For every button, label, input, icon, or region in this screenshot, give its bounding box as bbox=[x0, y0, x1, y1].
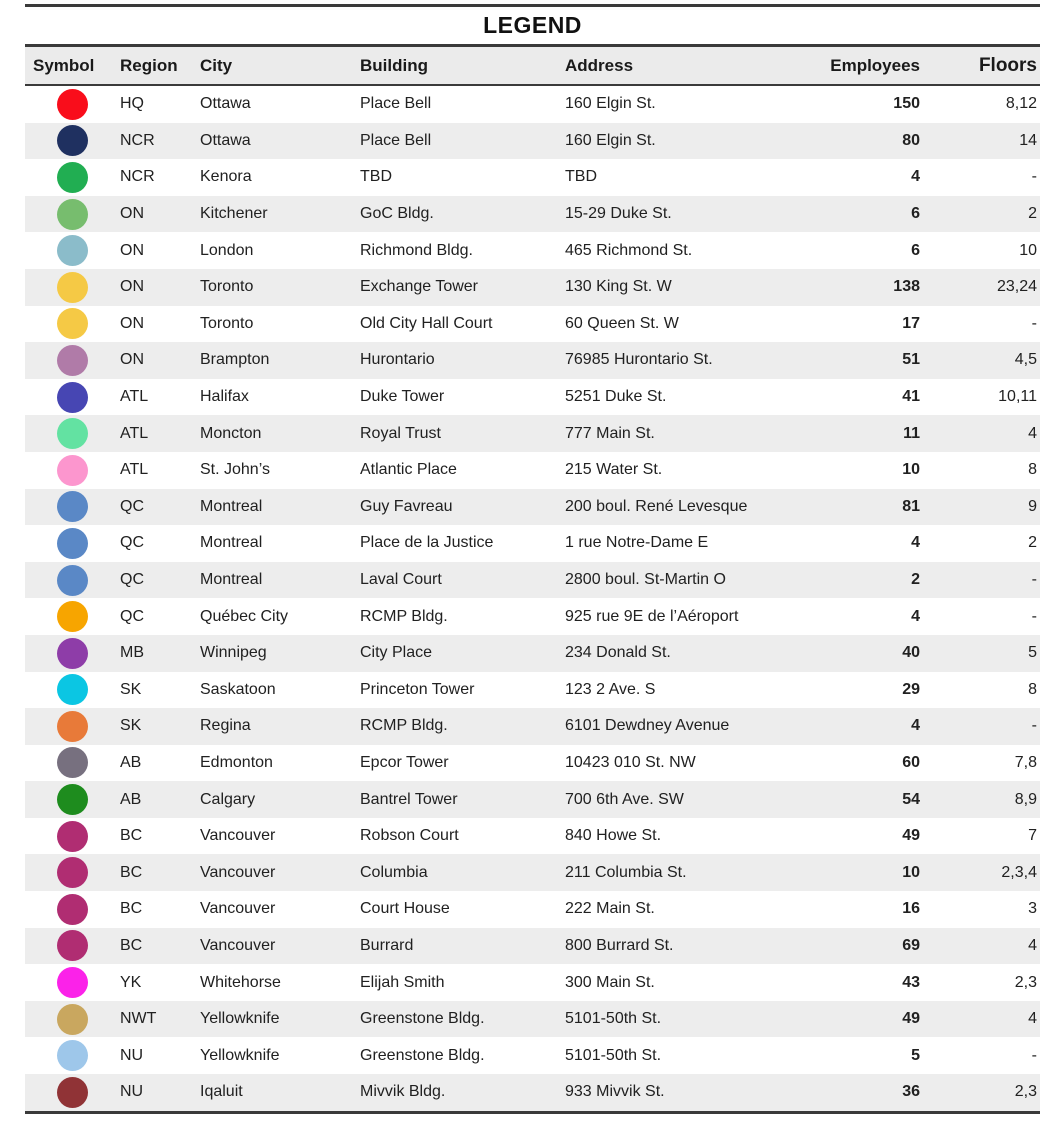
cell-floors: 4 bbox=[1028, 936, 1037, 954]
cell-city: Québec City bbox=[200, 607, 289, 625]
table-row bbox=[25, 708, 1040, 745]
cell-city: Toronto bbox=[200, 278, 254, 296]
cell-address: 300 Main St. bbox=[565, 973, 655, 991]
table-row bbox=[25, 196, 1040, 233]
legend-symbol-circle bbox=[57, 638, 88, 669]
cell-region: NCR bbox=[120, 131, 155, 149]
cell-city: Toronto bbox=[200, 314, 254, 332]
cell-region: BC bbox=[120, 900, 143, 918]
table-row bbox=[25, 489, 1040, 526]
cell-city: Vancouver bbox=[200, 900, 276, 918]
symbol-cell bbox=[25, 418, 120, 449]
cell-address: 10423 010 St. NW bbox=[565, 753, 696, 771]
cell-region: ON bbox=[120, 278, 144, 296]
cell-employees: 6 bbox=[911, 241, 920, 259]
cell-city: Vancouver bbox=[200, 827, 276, 845]
cell-employees: 10 bbox=[902, 863, 920, 881]
cell-city: Kenora bbox=[200, 168, 252, 186]
cell-employees: 4 bbox=[911, 607, 920, 625]
cell-building: Exchange Tower bbox=[360, 278, 478, 296]
cell-employees: 10 bbox=[902, 461, 920, 479]
cell-region: BC bbox=[120, 827, 143, 845]
cell-city: Regina bbox=[200, 717, 251, 735]
header-row bbox=[25, 47, 1040, 84]
cell-address: 1 rue Notre-Dame E bbox=[565, 534, 709, 552]
cell-region: ON bbox=[120, 314, 144, 332]
cell-floors: 8 bbox=[1028, 680, 1037, 698]
cell-region: BC bbox=[120, 936, 143, 954]
symbol-cell bbox=[25, 821, 120, 852]
cell-region: YK bbox=[120, 973, 142, 991]
cell-building: Mivvik Bldg. bbox=[360, 1083, 446, 1101]
legend-symbol-circle bbox=[57, 125, 88, 156]
cell-floors: 3 bbox=[1028, 900, 1037, 918]
legend-symbol-circle bbox=[57, 528, 88, 559]
legend-symbol-circle bbox=[57, 967, 88, 998]
table-body bbox=[25, 86, 1040, 1111]
cell-floors: 5 bbox=[1028, 644, 1037, 662]
cell-floors: 7,8 bbox=[1014, 753, 1037, 771]
cell-region: ON bbox=[120, 205, 144, 223]
symbol-cell bbox=[25, 382, 120, 413]
table-row bbox=[25, 342, 1040, 379]
cell-floors: 4,5 bbox=[1014, 351, 1037, 369]
cell-floors: - bbox=[1031, 607, 1037, 625]
cell-region: QC bbox=[120, 497, 144, 515]
cell-city: Yellowknife bbox=[200, 1046, 280, 1064]
legend-symbol-circle bbox=[57, 491, 88, 522]
symbol-cell bbox=[25, 272, 120, 303]
legend-symbol-circle bbox=[57, 894, 88, 925]
cell-floors: - bbox=[1031, 314, 1037, 332]
cell-address: 200 boul. René Levesque bbox=[565, 497, 748, 515]
table-row bbox=[25, 1037, 1040, 1074]
cell-address: 700 6th Ave. SW bbox=[565, 790, 684, 808]
symbol-cell bbox=[25, 308, 120, 339]
cell-employees: 4 bbox=[911, 717, 920, 735]
cell-employees: 43 bbox=[902, 973, 920, 991]
symbol-cell bbox=[25, 711, 120, 742]
cell-employees: 5 bbox=[911, 1046, 920, 1064]
cell-city: Montreal bbox=[200, 534, 263, 552]
cell-region: SK bbox=[120, 680, 142, 698]
symbol-cell bbox=[25, 638, 120, 669]
legend-symbol-circle bbox=[57, 711, 88, 742]
cell-building: GoC Bldg. bbox=[360, 205, 434, 223]
legend-symbol-circle bbox=[57, 930, 88, 961]
cell-floors: 2 bbox=[1028, 534, 1037, 552]
table-row bbox=[25, 159, 1040, 196]
cell-city: Vancouver bbox=[200, 936, 276, 954]
legend-symbol-circle bbox=[57, 821, 88, 852]
symbol-cell bbox=[25, 784, 120, 815]
legend-symbol-circle bbox=[57, 601, 88, 632]
cell-floors: 23,24 bbox=[996, 278, 1037, 296]
cell-building: Greenstone Bldg. bbox=[360, 1046, 485, 1064]
cell-floors: 2,3 bbox=[1014, 973, 1037, 991]
cell-floors: 9 bbox=[1028, 497, 1037, 515]
cell-building: Atlantic Place bbox=[360, 461, 457, 479]
cell-region: NCR bbox=[120, 168, 155, 186]
cell-city: Yellowknife bbox=[200, 1010, 280, 1028]
cell-floors: 14 bbox=[1019, 131, 1037, 149]
cell-floors: 4 bbox=[1028, 1010, 1037, 1028]
cell-building: Royal Trust bbox=[360, 424, 441, 442]
cell-building: Place Bell bbox=[360, 131, 432, 149]
legend-symbol-circle bbox=[57, 308, 88, 339]
table-row bbox=[25, 928, 1040, 965]
cell-region: NWT bbox=[120, 1010, 157, 1028]
cell-address: 234 Donald St. bbox=[565, 644, 671, 662]
symbol-cell bbox=[25, 528, 120, 559]
cell-region: MB bbox=[120, 644, 144, 662]
cell-employees: 54 bbox=[902, 790, 920, 808]
cell-city: Iqaluit bbox=[200, 1083, 243, 1101]
cell-building: Elijah Smith bbox=[360, 973, 445, 991]
cell-employees: 16 bbox=[902, 900, 920, 918]
cell-region: QC bbox=[120, 571, 144, 589]
symbol-cell bbox=[25, 125, 120, 156]
cell-address: 840 Howe St. bbox=[565, 827, 662, 845]
legend-symbol-circle bbox=[57, 1077, 88, 1108]
cell-building: Guy Favreau bbox=[360, 497, 453, 515]
table-row bbox=[25, 672, 1040, 709]
legend-symbol-circle bbox=[57, 89, 88, 120]
cell-address: 76985 Hurontario St. bbox=[565, 351, 713, 369]
cell-floors: 10,11 bbox=[998, 388, 1037, 406]
legend-symbol-circle bbox=[57, 235, 88, 266]
cell-address: 160 Elgin St. bbox=[565, 131, 656, 149]
cell-city: Brampton bbox=[200, 351, 270, 369]
legend-symbol-circle bbox=[57, 674, 88, 705]
cell-building: Princeton Tower bbox=[360, 680, 475, 698]
legend-symbol-circle bbox=[57, 1040, 88, 1071]
col-header-floors: Floors bbox=[978, 54, 1037, 76]
cell-city: London bbox=[200, 241, 254, 259]
table-row bbox=[25, 598, 1040, 635]
cell-employees: 36 bbox=[902, 1083, 920, 1101]
cell-building: Robson Court bbox=[360, 827, 459, 845]
legend-symbol-circle bbox=[57, 162, 88, 193]
cell-employees: 69 bbox=[902, 936, 920, 954]
cell-region: QC bbox=[120, 607, 144, 625]
symbol-cell bbox=[25, 89, 120, 120]
cell-floors: 8,9 bbox=[1014, 790, 1037, 808]
cell-building: Old City Hall Court bbox=[360, 314, 493, 332]
cell-floors: 2,3,4 bbox=[1001, 863, 1037, 881]
cell-address: 211 Columbia St. bbox=[565, 863, 687, 881]
cell-building: Place Bell bbox=[360, 95, 432, 113]
legend-symbol-circle bbox=[57, 747, 88, 778]
cell-floors: 4 bbox=[1028, 424, 1037, 442]
cell-address: 5101-50th St. bbox=[565, 1046, 662, 1064]
cell-address: 2800 boul. St-Martin O bbox=[565, 571, 726, 589]
cell-floors: - bbox=[1031, 168, 1037, 186]
legend-symbol-circle bbox=[57, 345, 88, 376]
cell-address: 130 King St. W bbox=[565, 278, 672, 296]
legend-symbol-circle bbox=[57, 1004, 88, 1035]
cell-region: NU bbox=[120, 1046, 144, 1064]
cell-city: Moncton bbox=[200, 424, 262, 442]
cell-floors: - bbox=[1031, 1046, 1037, 1064]
symbol-cell bbox=[25, 345, 120, 376]
cell-employees: 49 bbox=[902, 1010, 920, 1028]
bottom-rule bbox=[25, 1111, 1040, 1114]
cell-building: TBD bbox=[360, 168, 392, 186]
symbol-cell bbox=[25, 1077, 120, 1108]
legend-symbol-circle bbox=[57, 565, 88, 596]
cell-building: Court House bbox=[360, 900, 450, 918]
cell-address: TBD bbox=[565, 168, 597, 186]
table-row bbox=[25, 854, 1040, 891]
cell-city: Montreal bbox=[200, 497, 263, 515]
legend-symbol-circle bbox=[57, 272, 88, 303]
col-header-address: Address bbox=[565, 55, 634, 75]
symbol-cell bbox=[25, 162, 120, 193]
cell-floors: 2 bbox=[1028, 205, 1037, 223]
cell-region: ATL bbox=[120, 461, 149, 479]
cell-building: RCMP Bldg. bbox=[360, 607, 448, 625]
table-row bbox=[25, 123, 1040, 160]
cell-city: Halifax bbox=[200, 388, 249, 406]
col-header-employees: Employees bbox=[830, 55, 920, 75]
cell-employees: 60 bbox=[902, 753, 920, 771]
table-row bbox=[25, 232, 1040, 269]
cell-floors: - bbox=[1031, 571, 1037, 589]
cell-region: ON bbox=[120, 351, 144, 369]
cell-employees: 2 bbox=[911, 571, 920, 589]
cell-address: 123 2 Ave. S bbox=[565, 680, 656, 698]
cell-building: City Place bbox=[360, 644, 433, 662]
cell-employees: 81 bbox=[902, 497, 920, 515]
cell-employees: 51 bbox=[902, 351, 920, 369]
cell-city: Ottawa bbox=[200, 95, 251, 113]
cell-building: Place de la Justice bbox=[360, 534, 494, 552]
cell-region: ON bbox=[120, 241, 144, 259]
symbol-cell bbox=[25, 455, 120, 486]
table-row bbox=[25, 86, 1040, 123]
cell-city: Whitehorse bbox=[200, 973, 281, 991]
table-row bbox=[25, 964, 1040, 1001]
cell-region: NU bbox=[120, 1083, 144, 1101]
cell-employees: 6 bbox=[911, 205, 920, 223]
cell-city: Saskatoon bbox=[200, 680, 276, 698]
table-row bbox=[25, 781, 1040, 818]
cell-region: AB bbox=[120, 753, 142, 771]
symbol-cell bbox=[25, 857, 120, 888]
cell-building: RCMP Bldg. bbox=[360, 717, 448, 735]
symbol-cell bbox=[25, 565, 120, 596]
col-header-region: Region bbox=[120, 55, 178, 75]
table-row bbox=[25, 891, 1040, 928]
cell-address: 933 Mivvik St. bbox=[565, 1083, 665, 1101]
cell-region: ATL bbox=[120, 424, 149, 442]
cell-employees: 4 bbox=[911, 168, 920, 186]
table-row bbox=[25, 1001, 1040, 1038]
cell-region: AB bbox=[120, 790, 142, 808]
cell-address: 60 Queen St. W bbox=[565, 314, 679, 332]
cell-building: Richmond Bldg. bbox=[360, 241, 473, 259]
cell-building: Burrard bbox=[360, 936, 414, 954]
cell-address: 777 Main St. bbox=[565, 424, 655, 442]
table-row bbox=[25, 562, 1040, 599]
cell-floors: - bbox=[1031, 717, 1037, 735]
symbol-cell bbox=[25, 1004, 120, 1035]
symbol-cell bbox=[25, 1040, 120, 1071]
cell-employees: 49 bbox=[902, 827, 920, 845]
cell-city: Montreal bbox=[200, 571, 263, 589]
cell-employees: 11 bbox=[903, 424, 920, 442]
legend-symbol-circle bbox=[57, 418, 88, 449]
cell-address: 15-29 Duke St. bbox=[565, 205, 672, 223]
table-row bbox=[25, 379, 1040, 416]
cell-city: Ottawa bbox=[200, 131, 251, 149]
cell-floors: 8,12 bbox=[1005, 95, 1037, 113]
cell-region: BC bbox=[120, 863, 143, 881]
symbol-cell bbox=[25, 199, 120, 230]
cell-floors: 2,3 bbox=[1014, 1083, 1037, 1101]
table-row bbox=[25, 635, 1040, 672]
cell-employees: 29 bbox=[902, 680, 920, 698]
table-row bbox=[25, 452, 1040, 489]
cell-employees: 80 bbox=[902, 131, 920, 149]
cell-building: Greenstone Bldg. bbox=[360, 1010, 485, 1028]
cell-address: 925 rue 9E de l’Aéroport bbox=[565, 607, 739, 625]
cell-employees: 138 bbox=[893, 278, 920, 296]
table-row bbox=[25, 415, 1040, 452]
legend-symbol-circle bbox=[57, 455, 88, 486]
cell-city: Kitchener bbox=[200, 205, 268, 223]
symbol-cell bbox=[25, 930, 120, 961]
col-header-city: City bbox=[200, 55, 233, 75]
symbol-cell bbox=[25, 967, 120, 998]
legend-symbol-circle bbox=[57, 784, 88, 815]
symbol-cell bbox=[25, 491, 120, 522]
cell-building: Epcor Tower bbox=[360, 753, 449, 771]
table-row bbox=[25, 1074, 1040, 1111]
col-header-building: Building bbox=[360, 55, 428, 75]
cell-floors: 8 bbox=[1028, 461, 1037, 479]
cell-floors: 7 bbox=[1028, 827, 1037, 845]
symbol-cell bbox=[25, 674, 120, 705]
cell-building: Laval Court bbox=[360, 571, 442, 589]
cell-employees: 40 bbox=[902, 644, 920, 662]
symbol-cell bbox=[25, 235, 120, 266]
cell-region: QC bbox=[120, 534, 144, 552]
cell-region: ATL bbox=[120, 388, 149, 406]
cell-address: 6101 Dewdney Avenue bbox=[565, 717, 730, 735]
table-row bbox=[25, 818, 1040, 855]
cell-city: Edmonton bbox=[200, 753, 273, 771]
cell-address: 215 Water St. bbox=[565, 461, 663, 479]
cell-address: 5101-50th St. bbox=[565, 1010, 662, 1028]
cell-city: St. John’s bbox=[200, 461, 270, 479]
cell-building: Bantrel Tower bbox=[360, 790, 458, 808]
cell-building: Duke Tower bbox=[360, 388, 445, 406]
cell-city: Vancouver bbox=[200, 863, 276, 881]
cell-city: Winnipeg bbox=[200, 644, 267, 662]
cell-building: Hurontario bbox=[360, 351, 435, 369]
cell-address: 800 Burrard St. bbox=[565, 936, 674, 954]
table-row bbox=[25, 525, 1040, 562]
table-row bbox=[25, 745, 1040, 782]
legend-symbol-circle bbox=[57, 199, 88, 230]
legend-symbol-circle bbox=[57, 857, 88, 888]
table-row bbox=[25, 306, 1040, 343]
cell-building: Columbia bbox=[360, 863, 428, 881]
col-header-symbol: Symbol bbox=[33, 55, 95, 75]
legend-table bbox=[25, 0, 1040, 1114]
cell-employees: 4 bbox=[911, 534, 920, 552]
symbol-cell bbox=[25, 894, 120, 925]
symbol-cell bbox=[25, 601, 120, 632]
cell-employees: 17 bbox=[902, 314, 920, 332]
cell-region: SK bbox=[120, 717, 142, 735]
cell-city: Calgary bbox=[200, 790, 256, 808]
symbol-cell bbox=[25, 747, 120, 778]
cell-region: HQ bbox=[120, 95, 144, 113]
cell-address: 160 Elgin St. bbox=[565, 95, 656, 113]
cell-employees: 41 bbox=[902, 388, 920, 406]
cell-address: 222 Main St. bbox=[565, 900, 655, 918]
legend-symbol-circle bbox=[57, 382, 88, 413]
cell-employees: 150 bbox=[893, 95, 920, 113]
cell-floors: 10 bbox=[1019, 241, 1037, 259]
cell-address: 465 Richmond St. bbox=[565, 241, 693, 259]
cell-address: 5251 Duke St. bbox=[565, 388, 667, 406]
table-row bbox=[25, 269, 1040, 306]
table-title: LEGEND bbox=[483, 12, 582, 38]
